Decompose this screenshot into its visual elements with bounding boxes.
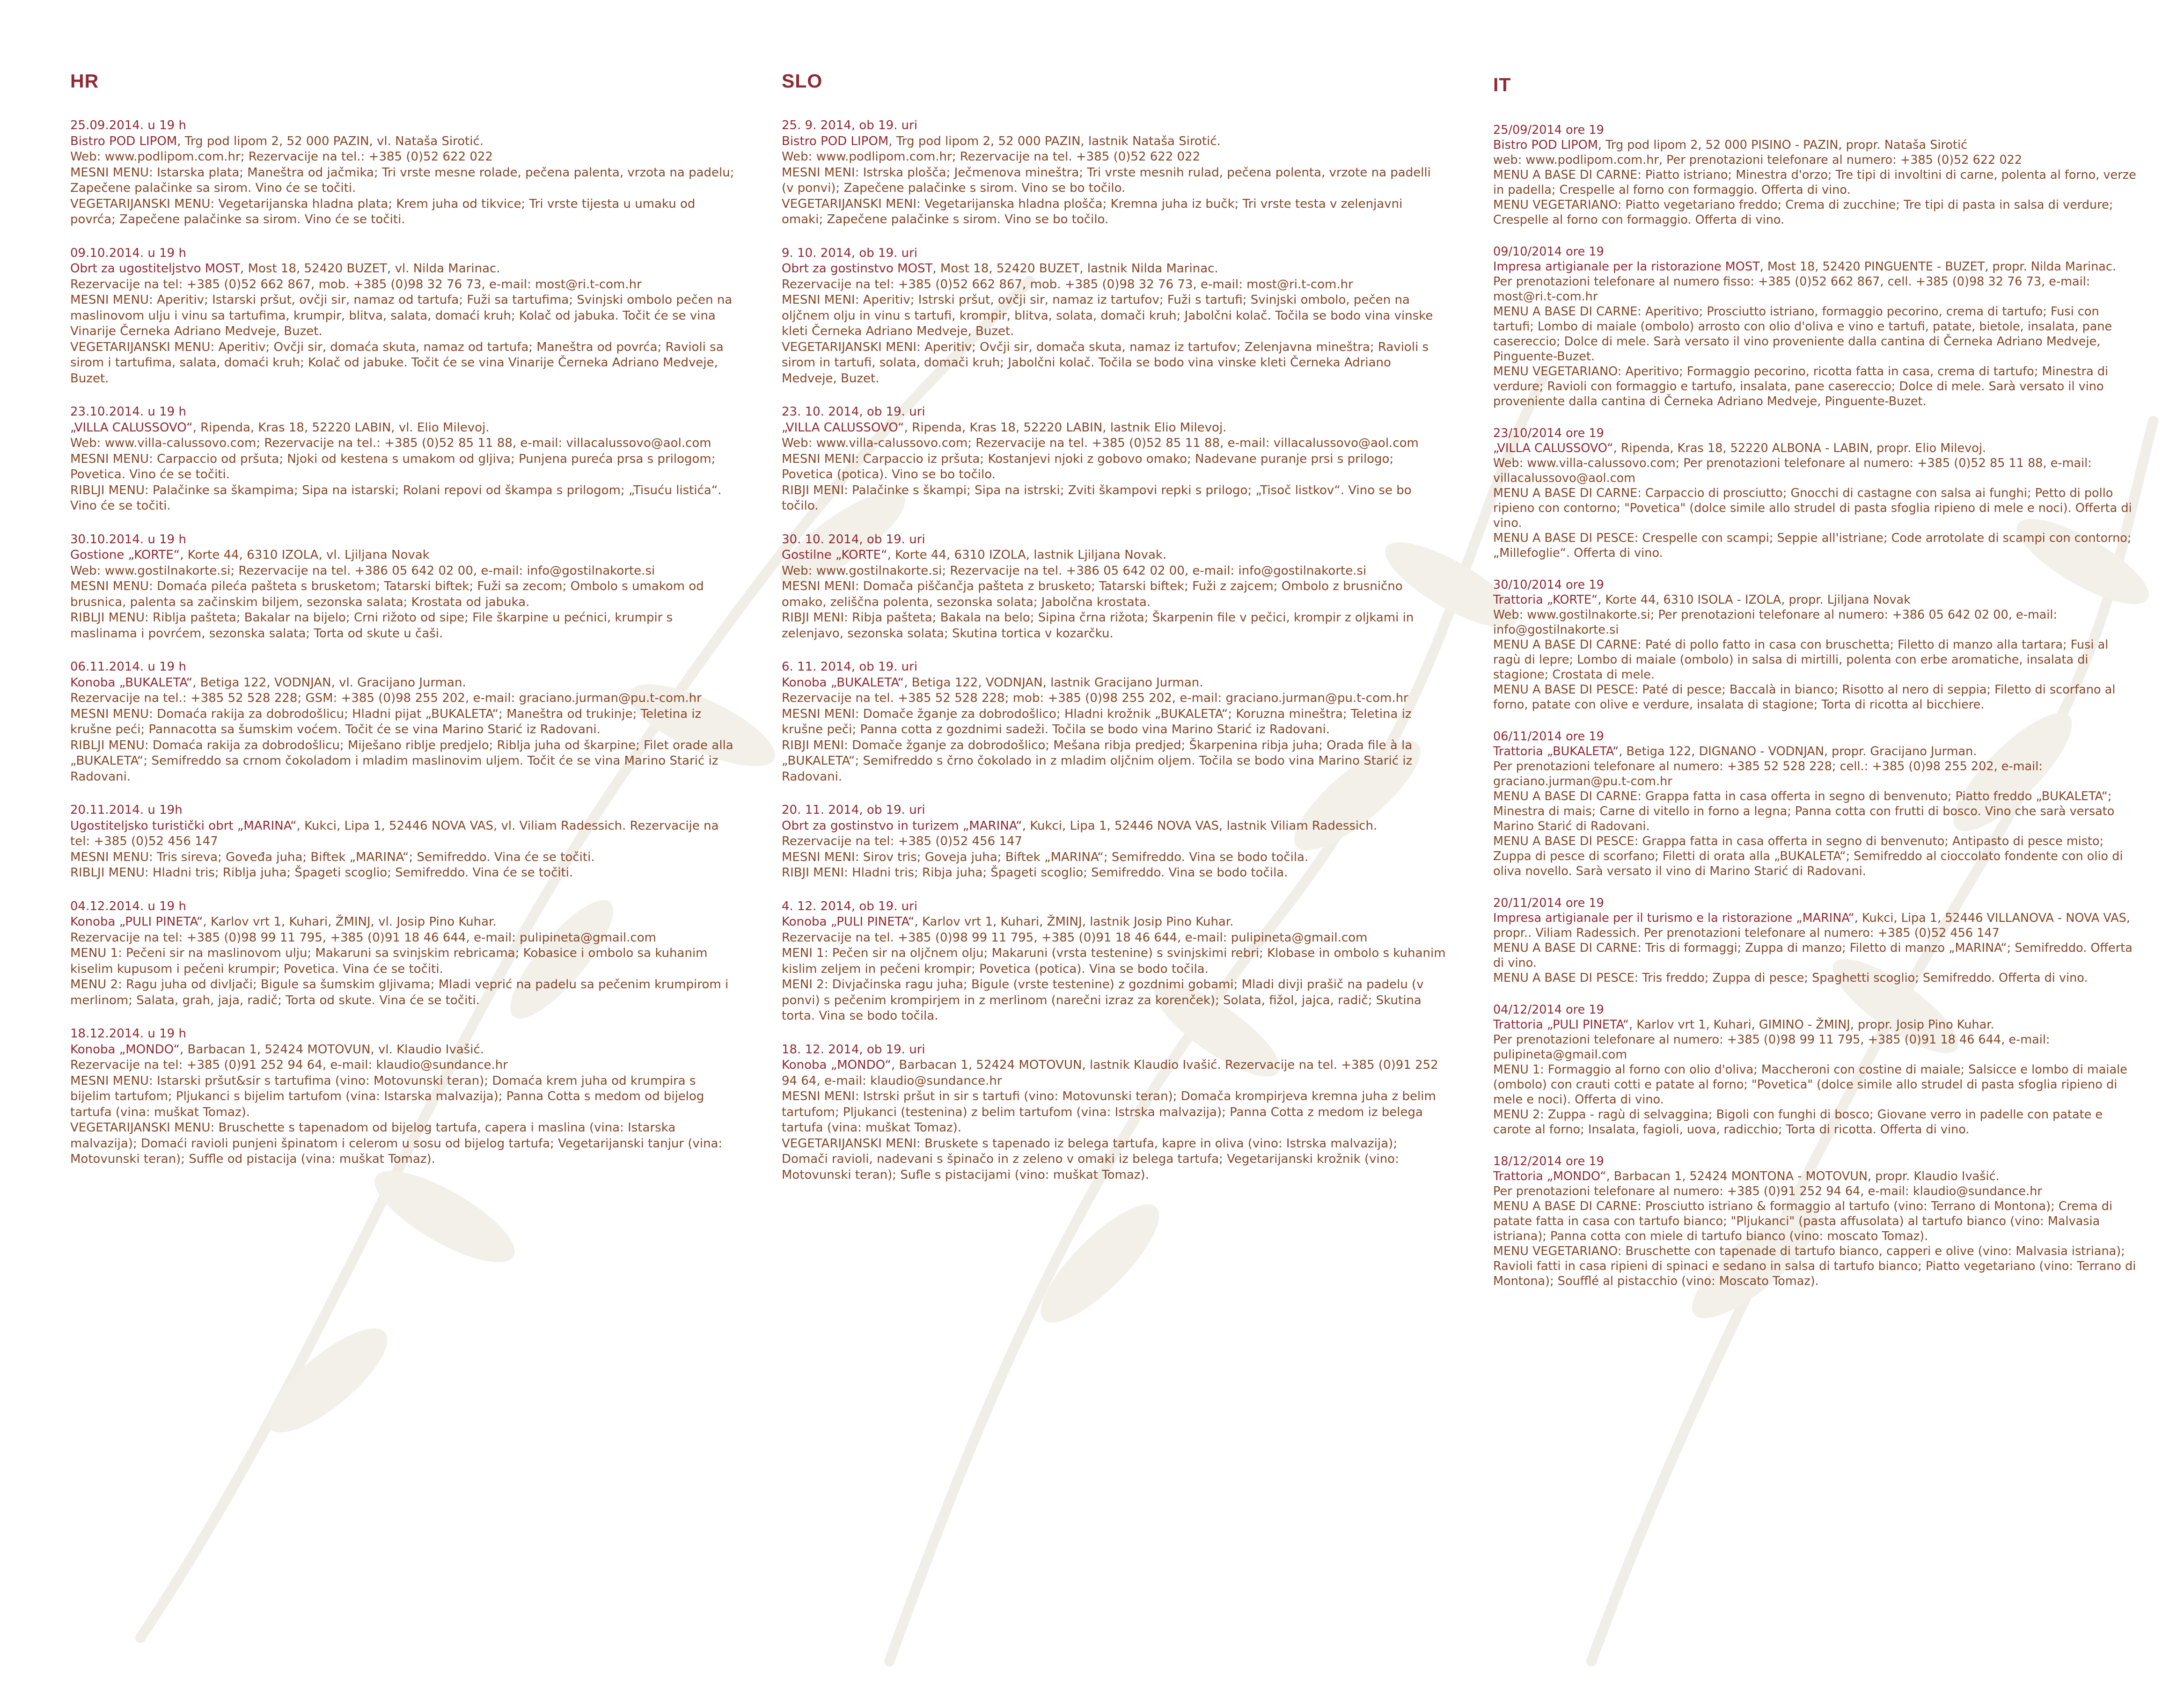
event-entry (782, 246, 1446, 387)
venue-address: , Ripenda, Kras 18, 52220 LABIN, lastnik Elio Milevoj. (904, 420, 1227, 435)
venue-address: , Barbacan 1, 52424 MONTONA - MOTOVUN, propr. Klaudio Ivašić. (1606, 1169, 2000, 1183)
menu-paragraph: MENU A BASE DI PESCE: Crespelle con scampi; Seppie all'istriane; Code arrotolate di scampi con contorno; „Millefoglie“. Offerta di vino. (1493, 531, 2132, 560)
event-details (782, 1089, 1446, 1183)
venue-address: , Korte 44, 6310 IZOLA, vl. Ljiljana Novak (180, 548, 430, 562)
column-it (1493, 0, 2139, 1686)
event-details (782, 850, 1446, 881)
venue-address: , Trg pod lipom 2, 52 000 PAZIN, vl. Nataša Sirotić. (177, 134, 484, 148)
menu-paragraph: MENU 2: Ragu juha od divljači; Bigule sa šumskim gljivama; Mladi veprić na padelu sa pečenim krumpirom i merlinom; Salata, grah, jaja, radič; Torta od skute. Vina će se točiti. (70, 978, 729, 1007)
event-entry (1493, 244, 2139, 409)
venue-name: Trattoria „BUKALETA“ (1493, 744, 1619, 759)
event-venue-line (782, 134, 1446, 150)
venue-name: Obrt za gostinstvo in turizem „MARINA“ (782, 818, 1022, 833)
event-entry (1493, 896, 2139, 985)
venue-address: , Karlov vrt 1, Kuhari, GIMINO - ŽMINJ, propr. Josip Pino Kuhar. (1629, 1018, 1994, 1032)
venue-name: „VILLA CALUSSOVO“ (1493, 441, 1613, 455)
event-venue-line (70, 261, 735, 277)
menu-paragraph: Per prenotazioni telefonare al numero fisso: +385 (0)52 662 867, cell. +385 (0)98 32 76 73, e-mail: most@ri.t-com.hr (1493, 275, 2090, 304)
event-details (70, 149, 735, 228)
event-entry (70, 404, 735, 514)
menu-paragraph: MENU A BASE DI CARNE: Tris di formaggi; Zuppa di manzo; Filetto di manzo „MARINA“; Semifreddo. Offerta di vino. (1493, 941, 2133, 970)
venue-name: Obrt za ugostiteljstvo MOST (70, 262, 241, 276)
event-date: 04.12.2014. u 19 h (70, 899, 186, 913)
event-entry (1493, 426, 2139, 561)
event-details (70, 436, 735, 514)
venue-address: , Most 18, 52420 BUZET, vl. Nilda Marinac. (240, 262, 500, 276)
event-venue-line (1493, 1169, 2139, 1184)
venue-name: Ugostiteljsko turistički obrt „MARINA“ (70, 818, 297, 833)
event-details (1493, 607, 2139, 712)
event-date: 20. 11. 2014, ob 19. uri (782, 803, 925, 817)
venue-name: „VILLA CALUSSOVO“ (782, 420, 904, 435)
event-entry (70, 118, 735, 228)
menu-paragraph: MENI 2: Divjačinska ragu juha; Bigule (vrste testenine) z gozdnimi gobami; Mladi divji prašič na padelu (v ponvi) s pečenim krompirjem in z merlinom (narečni izraz za korenček); Solata, fižol, jajca, radič; Skutina torta. Vina se bodo točila. (782, 978, 1424, 1023)
menu-paragraph: RIBJI MENI: Domače žganje za dobrodošlico; Mešana ribja predjed; Škarpenina ribja juha; Orada file à la „BUKALETA“; Semifreddo s črno čokolado in z mladim oljčnim oljem. Točila se bodo vina Marino Starić iz Radovani. (782, 738, 1413, 784)
event-date: 06.11.2014. u 19 h (70, 660, 186, 674)
event-details (782, 277, 1446, 387)
event-date: 30. 10. 2014, ob 19. uri (782, 532, 925, 547)
menu-paragraph: Web: www.villa-calussovo.com; Per prenotazioni telefonare al numero: +385 (0)52 85 11 88, e-mail: villacalussovo@aol.com (1493, 456, 2092, 485)
venue-name: Bistro POD LIPOM (70, 134, 177, 148)
menu-paragraph: Per prenotazioni telefonare al numero: +385 52 528 228; cell.: +385 (0)98 255 202, e-mail: graciano.jurman@pu.t-com.hr (1493, 759, 2043, 788)
event-details (782, 436, 1446, 514)
menu-paragraph: VEGETARIJANSKI MENI: Vegetarijanska hladna plošča; Kremna juha iz bučk; Tri vrste testa v zelenjavni omaki; Zapečene palačinke s sirom. Vino se bo točilo. (782, 197, 1403, 226)
menu-paragraph: MENU A BASE DI CARNE: Prosciutto istriano & formaggio al tartufo (vino: Terrano di Montona); Crema di patate fatta in casa con tartufo bianco; "Pljukanci" (pasta affusolata) al tartufo bianco (vino: Malvasia istriana); Panna cotta con miele di tartufo bianco (vino: moscato Tomaz). (1493, 1199, 2113, 1243)
event-venue-line (782, 547, 1446, 563)
menu-paragraph: MESNI MENU: Carpaccio od pršuta; Njoki od kestena s umakom od gljiva; Punjena pureća prsa s prilogom; Povetica. Vino će se točiti. (70, 452, 716, 482)
event-venue-line (1493, 1017, 2139, 1032)
event-date: 20/11/2014 ore 19 (1493, 896, 1604, 910)
menu-paragraph: MESNI MENU: Istarska plata; Maneštra od jačmika; Tri vrste mesne rolade, pečena palenta, vrzota na padelu; Zapečene palačinke sa sirom. Vino će se točiti. (70, 165, 734, 195)
menu-paragraph: MENU A BASE DI PESCE: Tris freddo; Zuppa di pesce; Spaghetti scoglio; Semifreddo. Offerta di vino. (1493, 971, 2088, 985)
menu-paragraph: MENU A BASE DI CARNE: Paté di pollo fatto in casa con bruschetta; Filetto di manzo alla tartara; Fusi al ragù di lepre; Lombo di maiale (ombolo) in salsa di mirtilli, polenta con erbe aromatiche, insalata di stagione; Crostata di mele. (1493, 638, 2109, 682)
event-entry (70, 246, 735, 387)
venue-name: Konoba „BUKALETA“ (782, 675, 904, 690)
menu-paragraph: Web: www.podlipom.com.hr; Rezervacije na tel.: +385 (0)52 622 022 (70, 150, 493, 164)
menu-paragraph: RIBJI MENI: Hladni tris; Ribja juha; Špageti scoglio; Semifreddo. Vina se bodo točila. (782, 866, 1288, 880)
event-date: 23/10/2014 ore 19 (1493, 426, 1604, 440)
venue-address: , Barbacan 1, 52424 MOTOVUN, vl. Klaudio Ivašić. (179, 1042, 484, 1057)
menu-paragraph: MESNI MENI: Domača piščančja pašteta z brusketo; Tatarski biftek; Fuži z zajcem; Ombolo z brusnično omako, zeliščna polenta, sezonska solata; Jabolčna krostata. (782, 579, 1403, 609)
menu-paragraph: MENU VEGETARIANO: Bruschette con tapenade di tartufo bianco, capperi e olive (vino: Malvasia istriana); Ravioli fatti in casa ripieni di spinaci e sedano in salsa di tartufo bianco; Piatto vegetariano (vino: Terrano di Montona); Soufflé al pistacchio (vino: Moscato Tomaz). (1493, 1244, 2136, 1288)
language-heading: HR (70, 70, 99, 92)
menu-paragraph: MESNI MENI: Domače žganje za dobrodošlico; Hladni krožnik „BUKALETA“; Koruzna mineštra; Teletina iz krušne peči; Panna cotta z gozdnimi sadeži. Točila se bodo vina Marino Starić iz Radovani. (782, 707, 1412, 737)
menu-paragraph: Web: www.villa-calussovo.com; Rezervacije na tel. +385 (0)52 85 11 88, e-mail: villacalussovo@aol.com (782, 436, 1419, 450)
event-venue-line (1493, 259, 2139, 274)
menu-paragraph: MESNI MENU: Domaća rakija za dobrodošlicu; Hladni pijat „BUKALETA“; Maneštra od trukinje; Teletina iz krušne peći; Pannacotta sa šumskim voćem. Točit će se vina Marino Starić iz Radovani. (70, 707, 702, 737)
event-details (1493, 456, 2139, 561)
column-hr (70, 0, 735, 1686)
event-venue-line (70, 547, 735, 563)
event-details (1493, 759, 2139, 879)
event-venue-line (70, 420, 735, 436)
event-entry (782, 659, 1446, 785)
event-date: 18. 12. 2014, ob 19. uri (782, 1042, 925, 1057)
venue-name: Gostione „KORTE“ (70, 548, 180, 562)
event-venue-line (1493, 744, 2139, 759)
venue-name: Konoba „PULI PINETA“ (70, 915, 203, 929)
event-date: 30/10/2014 ore 19 (1493, 578, 1604, 592)
menu-paragraph: RIBLJI MENU: Domaća rakija za dobrodošlicu; Miješano riblje predjelo; Riblja juha od škarpine; Filet orade alla „BUKALETA“; Semifreddo sa crnom čokoladom i mladim maslinovim uljem. Točit će se vina Marino Starić iz Radovani. (70, 738, 733, 784)
column-slo (782, 0, 1446, 1686)
event-list (70, 118, 735, 1185)
venue-address: , Kukci, Lipa 1, 52446 NOVA VAS, lastnik Viliam Radessich. Rezervacije na tel: +385 (0)52 456 147 (782, 818, 1378, 848)
venue-name: Konoba „BUKALETA“ (70, 675, 193, 690)
event-venue-line (782, 261, 1446, 277)
event-details (70, 930, 735, 1009)
venue-address: , Most 18, 52420 BUZET, lastnik Nilda Marinac. (932, 262, 1218, 276)
menu-paragraph: VEGETARIJANSKI MENI: Bruskete s tapenado iz belega tartufa, kapre in oliva (vino: Istrska malvazija); Domači ravioli, nadevani s špinačo in z zeleno v omaki iz belega tartufa; Vegetarijanski krožnik (vino: Motovunski teran); Sufle s pistacijami (vino: muškat Tomaz). (782, 1136, 1399, 1182)
menu-paragraph: MENU A BASE DI CARNE: Aperitivo; Prosciutto istriano, formaggio pecorino, crema di tartufo; Fusi con tartufi; Lombo di maiale (ombolo) arrosto con olio d'oliva e vino e tartufi, patate, bietole, insalata, pane casereccio; Dolce di mele. Sarà versato il vino proveniente dalla cantina di Černeka Adriano Medveje, Pinguente-Buzet. (1493, 305, 2112, 364)
event-date: 25. 9. 2014, ob 19. uri (782, 118, 918, 132)
event-details (70, 850, 735, 881)
venue-address: , Kukci, Lipa 1, 52446 NOVA VAS, vl. Viliam Radessich. Rezervacije na tel: +385 (0)52 456 147 (70, 818, 719, 848)
event-venue-line (70, 1042, 735, 1058)
venue-address: , Most 18, 52420 PINGUENTE - BUZET, propr. Nilda Marinac. (1759, 260, 2117, 274)
menu-paragraph: MENU 2: Zuppa - ragù di selvaggina; Bigoli con funghi di bosco; Giovane verro in padelle con patate e carote al forno; Insalata, fagioli, uova, radicchio; Torta di ricotta. Offerta di vino. (1493, 1108, 2103, 1137)
event-date: 9. 10. 2014, ob 19. uri (782, 246, 918, 260)
venue-address: , Betiga 122, VODNJAN, vl. Gracijano Jurman. (192, 675, 466, 690)
event-entry (70, 899, 735, 1009)
venue-name: Obrt za gostinstvo MOST (782, 262, 933, 276)
menu-paragraph: MESNI MENU: Domaća pileća pašteta s brusketom; Tatarski biftek; Fuži sa zecom; Ombolo s umakom od brusnica, palenta sa začinskim biljem, sezonska salata; Krostata od jabuka. (70, 579, 704, 609)
event-list (782, 118, 1446, 1201)
menu-paragraph: Web: www.gostilnakorte.si; Per prenotazioni telefonare al numero: +386 05 642 02 00, e-mail: info@gostilnakorte.si (1493, 608, 2058, 637)
event-details (782, 691, 1446, 785)
menu-paragraph: MENU A BASE DI PESCE: Grappa fatta in casa offerta in segno di benvenuto; Antipasto di pesce misto; Zuppa di pesce di scorfano; Filetti di orata alla „BUKALETA“; Semifreddo al cioccolato fondente con olio di oliva novello. Sarà versato il vino di Marino Starić di Radovani. (1493, 834, 2123, 878)
menu-paragraph: MENI 1: Pečen sir na oljčnem olju; Makaruni (vrsta testenine) s svinjskimi rebri; Klobase in ombolo s kuhanim kislim zeljem in pečeni krompir; Povetica (potica). Vina se bodo točila. (782, 946, 1446, 976)
menu-paragraph: MESNI MENI: Istrska plošča; Ječmenova mineštra; Tri vrste mesnih rulad, pečena polenta, vrzote na padelli (v ponvi); Zapečene palačinke s sirom. Vino se bo točilo. (782, 165, 1431, 195)
event-date: 25.09.2014. u 19 h (70, 118, 186, 132)
venue-address: , Barbacan 1, 52424 MOTOVUN, lastnik Klaudio Ivašić. Rezervacije na tel. +385 (0)91 252 94 64, e-mail: klaudio@sundance.hr (782, 1058, 1438, 1088)
event-entry (1493, 1154, 2139, 1289)
event-details (70, 1058, 735, 1168)
menu-paragraph: MENU A BASE DI CARNE: Carpaccio di prosciutto; Gnocchi di castagne con salsa ai funghi; Petto di pollo ripieno con contorno; "Povetica" (dolce simile allo strudel di pasta sfoglia ripieno di mele e noci). Offerta di vino. (1493, 486, 2132, 530)
menu-paragraph: VEGETARIJANSKI MENU: Aperitiv; Ovčji sir, domaća skuta, namaz od tartufa; Maneštra od povrća; Ravioli sa sirom i tartufima, salata, domaći kruh; Kolač od jabuke. Točit će se vina Vinarije Černeka Adriano Medveje, Buzet. (70, 340, 724, 386)
event-venue-line (782, 1058, 1446, 1089)
venue-name: Trattoria „KORTE“ (1493, 593, 1598, 607)
event-date: 18.12.2014. u 19 h (70, 1027, 186, 1041)
menu-paragraph: RIBLJI MENU: Riblja pašteta; Bakalar na bijelo; Crni rižoto od sipe; File škarpine u pećnici, krumpir s maslinama i povrćem, sezonska salata; Torta od skute u čaši. (70, 611, 673, 641)
menu-paragraph: Rezervacije na tel. +385 52 528 228; mob: +385 (0)98 255 202, e-mail: graciano.jurman@pu.t-com.hr (782, 691, 1408, 705)
event-entry (782, 1042, 1446, 1183)
menu-paragraph: Web: www.podlipom.com.hr; Rezervacije na tel. +385 (0)52 622 022 (782, 150, 1201, 164)
menu-paragraph: MESNI MENI: Aperitiv; Istrski pršut, ovčji sir, namaz iz tartufov; Fuži s tartufi; Svinjski ombolo, pečen na oljčnem olju in vinu s tartufi, krompir, blitva, solata, domači kruh; Jabolčni kolač. Točila se bodo vina vinske kleti Černeka Adriano Medveje, Buzet. (782, 293, 1433, 338)
menu-paragraph: Web: www.gostilnakorte.si; Rezervacije na tel. +386 05 642 02 00, e-mail: info@gostilnakorte.si (782, 563, 1367, 578)
event-venue-line (70, 818, 735, 850)
event-venue-line (782, 675, 1446, 691)
event-details (782, 930, 1446, 1024)
menu-paragraph: MESNI MENU: Tris sireva; Goveđa juha; Biftek „MARINA“; Semifreddo. Vina će se točiti. (70, 850, 595, 864)
venue-address: , Trg pod lipom 2, 52 000 PAZIN, lastnik Nataša Sirotić. (888, 134, 1221, 148)
event-date: 30.10.2014. u 19 h (70, 532, 186, 547)
menu-paragraph: MENU A BASE DI PESCE: Paté di pesce; Baccalà in bianco; Risotto al nero di seppia; Filetto di scorfano al forno, patate con olive e verdure, insalata di stagione; Torta di ricotta al bicchiere. (1493, 683, 2116, 712)
event-date: 23. 10. 2014, ob 19. uri (782, 405, 925, 419)
menu-paragraph: RIBLJI MENU: Palačinke sa škampima; Sipa na istarski; Rolani repovi od škampa s prilogom; „Tisuću listića“. Vino će se točiti. (70, 483, 722, 513)
menu-paragraph: MENU A BASE DI CARNE: Piatto istriano; Minestra d'orzo; Tre tipi di involtini di carne, polenta al forno, verze in padella; Crespelle al forno con formaggio. Offerta di vino. (1493, 168, 2136, 197)
event-entry (70, 1026, 735, 1168)
event-entry (782, 532, 1446, 642)
venue-name: Konoba „MONDO“ (70, 1042, 180, 1057)
venue-name: Konoba „MONDO“ (782, 1058, 891, 1072)
menu-paragraph: Web: www.gostilnakorte.si; Rezervacije na tel. +386 05 642 02 00, e-mail: info@gostilnakorte.si (70, 563, 655, 578)
menu-paragraph: VEGETARIJANSKI MENU: Vegetarijanska hladna plata; Krem juha od tikvice; Tri vrste tijesta u umaku od povrća; Zapečene palačinke sa sirom. Vino će se točiti. (70, 197, 696, 226)
event-venue-line (782, 914, 1446, 930)
event-details (1493, 941, 2139, 985)
menu-paragraph: Per prenotazioni telefonare al numero: +385 (0)91 252 94 64, e-mail: klaudio@sundance.hr (1493, 1184, 2042, 1198)
menu-paragraph: Per prenotazioni telefonare al numero: +385 (0)98 99 11 795, +385 (0)91 18 46 644, e-mail: pulipineta@gmail.com (1493, 1033, 2050, 1062)
event-date: 04/12/2014 ore 19 (1493, 1003, 1604, 1017)
menu-paragraph: RIBLJI MENU: Hladni tris; Riblja juha; Špageti scoglio; Semifreddo. Vina će se točiti. (70, 866, 573, 880)
menu-paragraph: MESNI MENI: Carpaccio iz pršuta; Kostanjevi njoki z gobovo omako; Nadevane puranje prsi s prilogo; Povetica (potica). Vino se bo točilo. (782, 452, 1394, 482)
venue-name: Trattoria „MONDO“ (1493, 1169, 1606, 1183)
menu-paragraph: VEGETARIJANSKI MENI: Aperitiv; Ovčji sir, domača skuta, namaz iz tartufov; Zelenjavna mineštra; Ravioli s sirom in tartufi, solata, domači kruh; Jabolčni kolač. Točila se bodo vina vinske kleti Černeka Adriano Medveje, Buzet. (782, 340, 1429, 386)
event-details (782, 149, 1446, 228)
event-details (70, 277, 735, 387)
menu-paragraph: Rezervacije na tel: +385 (0)52 662 867, mob. +385 (0)98 32 76 73, e-mail: most@ri.t-com.hr (782, 277, 1353, 292)
event-venue-line (1493, 138, 2139, 153)
language-heading: SLO (782, 70, 823, 92)
event-venue-line (782, 420, 1446, 436)
menu-paragraph: MENU 1: Pečeni sir na maslinovom ulju; Makaruni sa svinjskim rebricama; Kobasice i ombolo sa kuhanim kiselim kupusom i pečeni krumpir; Povetica. Vina će se točiti. (70, 946, 708, 976)
event-date: 09.10.2014. u 19 h (70, 246, 186, 260)
menu-paragraph: Rezervacije na tel: +385 (0)91 252 94 64, e-mail: klaudio@sundance.hr (70, 1058, 508, 1072)
menu-paragraph: MENU A BASE DI CARNE: Grappa fatta in casa offerta in segno di benvenuto; Piatto freddo „BUKALETA“; Minestra di mais; Carne di vitello in forno a legna; Panna cotta con frutti di bosco. Vino che sarà versato Marino Starić di Radovani. (1493, 789, 2115, 833)
venue-address: , Ripenda, Kras 18, 52220 ALBONA - LABIN, propr. Elio Milevoj. (1613, 441, 1986, 455)
venue-name: Bistro POD LIPOM (782, 134, 889, 148)
event-entry (70, 803, 735, 881)
event-date: 09/10/2014 ore 19 (1493, 245, 1604, 259)
event-list (1493, 123, 2139, 1306)
menu-paragraph: MESNI MENI: Istrski pršut in sir s tartufi (vino: Motovunski teran); Domača krompirjeva kremna juha z belim tartufom; Pljukanci (testenina) z belim tartufom (vina: Istrska malvazija); Panna Cotta z medom iz belega tartufa (vina: muškat Tomaz). (782, 1089, 1436, 1135)
menu-paragraph: MENU VEGETARIANO: Piatto vegetariano freddo; Crema di zucchine; Tre tipi di pasta in salsa di verdure; Crespelle al forno con formaggio. Offerta di vino. (1493, 198, 2113, 227)
venue-address: , Trg pod lipom 2, 52 000 PISINO - PAZIN, propr. Nataša Sirotić (1598, 138, 1968, 152)
event-details (1493, 274, 2139, 409)
event-details (1493, 1032, 2139, 1137)
menu-paragraph: RIBJI MENI: Palačinke s škampi; Sipa na istrski; Zviti škampovi repki s prilogo; „Tisoč listkov“. Vino se bo točilo. (782, 483, 1412, 513)
venue-name: Trattoria „PULI PINETA“ (1493, 1018, 1629, 1032)
event-date: 4. 12. 2014, ob 19. uri (782, 899, 918, 913)
event-entry (782, 118, 1446, 228)
menu-paragraph: MENU VEGETARIANO: Aperitivo; Formaggio pecorino, ricotta fatta in casa, crema di tartufo; Minestra di verdure; Ravioli con formaggio e tartufo, insalata, pane casereccio; Dolce di mele. Sarà versato il vino proveniente dalla cantina di Černeka Adriano Medveje, Pinguente-Buzet. (1493, 365, 2109, 409)
event-entry (70, 532, 735, 642)
event-entry (1493, 123, 2139, 227)
menu-paragraph: MESNI MENU: Aperitiv; Istarski pršut, ovčji sir, namaz od tartufa; Fuži sa tartufima; Svinjski ombolo pečen na maslinovom ulju i vinu sa tartufima, krumpir, blitva, salata, domaći kruh; Kolač od jabuka. Točit će se vina Vinarije Černeka Adriano Medveje, Buzet. (70, 293, 733, 338)
menu-paragraph: Rezervacije na tel: +385 (0)52 662 867, mob. +385 (0)98 32 76 73, e-mail: most@ri.t-com.hr (70, 277, 642, 292)
venue-name: Bistro POD LIPOM (1493, 138, 1598, 152)
venue-name: Impresa artigianale per il turismo e la ristorazione „MARINA“ (1493, 911, 1854, 925)
event-date: 25/09/2014 ore 19 (1493, 123, 1604, 137)
event-entry (1493, 1002, 2139, 1137)
event-venue-line (70, 914, 735, 930)
venue-name: „VILLA CALUSSOVO“ (70, 420, 193, 435)
event-venue-line (70, 675, 735, 691)
menu-paragraph: Rezervacije na tel.: +385 52 528 228; GSM: +385 (0)98 255 202, e-mail: graciano.jurman@pu.t-com.hr (70, 691, 702, 705)
event-details (70, 563, 735, 642)
menu-paragraph: Rezervacije na tel. +385 (0)98 99 11 795, +385 (0)91 18 46 644, e-mail: pulipineta@gmail.com (782, 930, 1368, 945)
event-details (782, 563, 1446, 642)
venue-address: , Betiga 122, DIGNANO - VODNJAN, propr. Gracijano Jurman. (1619, 744, 1977, 759)
event-details (1493, 1184, 2139, 1289)
venue-name: Konoba „PULI PINETA“ (782, 915, 915, 929)
menu-paragraph: MENU 1: Formaggio al forno con olio d'oliva; Maccheroni con costine di maiale; Salsicce e lombo di maiale (ombolo) con crauti cotti e patate al forno; "Povetica" (dolce simile allo strudel di pasta sfoglia ripieno di mele e noci). Offerta di vino. (1493, 1063, 2127, 1107)
menu-paragraph: RIBJI MENI: Ribja pašteta; Bakala na belo; Sipina črna rižota; Škarpenin file v pečici, krompir z oljkami in zelenjavo, sezonska solata; Skutina tortica v kozarčku. (782, 611, 1414, 641)
event-venue-line (1493, 441, 2139, 456)
menu-paragraph: MESNI MENU: Istarski pršut&sir s tartufima (vino: Motovunski teran); Domaća krem juha od krumpira s bijelim tartufom; Pljukanci s bijelim tartufom (vina: Istarska malvazija); Panna Cotta s medom od bijelog tartufa (vina: muškat Tomaz). (70, 1073, 704, 1119)
event-venue-line (782, 818, 1446, 850)
menu-paragraph: VEGETARIJANSKI MENU: Bruschette s tapenadom od bijelog tartufa, capera i maslina (vina: Istarska malvazija); Domaći ravioli punjeni špinatom i celerom u sosu od bijelog tartufa; Vegetarijanski tanjur (vina: Motovunski teran); Suffle od pistacija (vina: muškat Tomaz). (70, 1121, 723, 1166)
event-entry (782, 803, 1446, 881)
event-details (1493, 153, 2139, 227)
venue-address: , Ripenda, Kras 18, 52220 LABIN, vl. Elio Milevoj. (192, 420, 490, 435)
language-heading: IT (1493, 74, 1511, 95)
venue-address: , Betiga 122, VODNJAN, lastnik Gracijano Jurman. (904, 675, 1203, 690)
venue-address: , Karlov vrt 1, Kuhari, ŽMINJ, lastnik Josip Pino Kuhar. (914, 915, 1234, 929)
event-entry (1493, 729, 2139, 879)
menu-paragraph: web: www.podlipom.com.hr, Per prenotazioni telefonare al numero: +385 (0)52 622 022 (1493, 153, 2023, 167)
venue-address: , Kukci, Lipa 1, 52446 VILLANOVA - NOVA VAS, propr.. Viliam Radessich. Per prenotazioni telefonare al numero: +385 (0)52 456 147 (1493, 911, 2130, 940)
venue-address: , Karlov vrt 1, Kuhari, ŽMINJ, vl. Josip Pino Kuhar. (203, 915, 497, 929)
event-entry (70, 659, 735, 785)
event-venue-line (1493, 592, 2139, 607)
event-venue-line (70, 134, 735, 150)
menu-paragraph: Rezervacije na tel: +385 (0)98 99 11 795, +385 (0)91 18 46 644, e-mail: pulipineta@gmail.com (70, 930, 656, 945)
event-entry (1493, 577, 2139, 712)
event-date: 23.10.2014. u 19 h (70, 405, 186, 419)
menu-paragraph: Web: www.villa-calussovo.com; Rezervacije na tel.: +385 (0)52 85 11 88, e-mail: villacalussovo@aol.com (70, 436, 711, 450)
event-entry (782, 404, 1446, 514)
event-date: 06/11/2014 ore 19 (1493, 730, 1604, 744)
event-date: 18/12/2014 ore 19 (1493, 1154, 1604, 1168)
venue-address: , Korte 44, 6310 IZOLA, lastnik Ljiljana Novak. (887, 548, 1167, 562)
event-venue-line (1493, 911, 2139, 941)
menu-paragraph: MESNI MENI: Sirov tris; Goveja juha; Biftek „MARINA“; Semifreddo. Vina se bodo točila. (782, 850, 1309, 864)
event-date: 6. 11. 2014, ob 19. uri (782, 660, 918, 674)
venue-name: Gostilne „KORTE“ (782, 548, 887, 562)
event-date: 20.11.2014. u 19h (70, 803, 183, 817)
venue-address: , Korte 44, 6310 ISOLA - IZOLA, propr. Ljiljana Novak (1598, 593, 1911, 607)
event-entry (782, 899, 1446, 1024)
venue-name: Impresa artigianale per la ristorazione MOST (1493, 260, 1760, 274)
event-details (70, 691, 735, 785)
